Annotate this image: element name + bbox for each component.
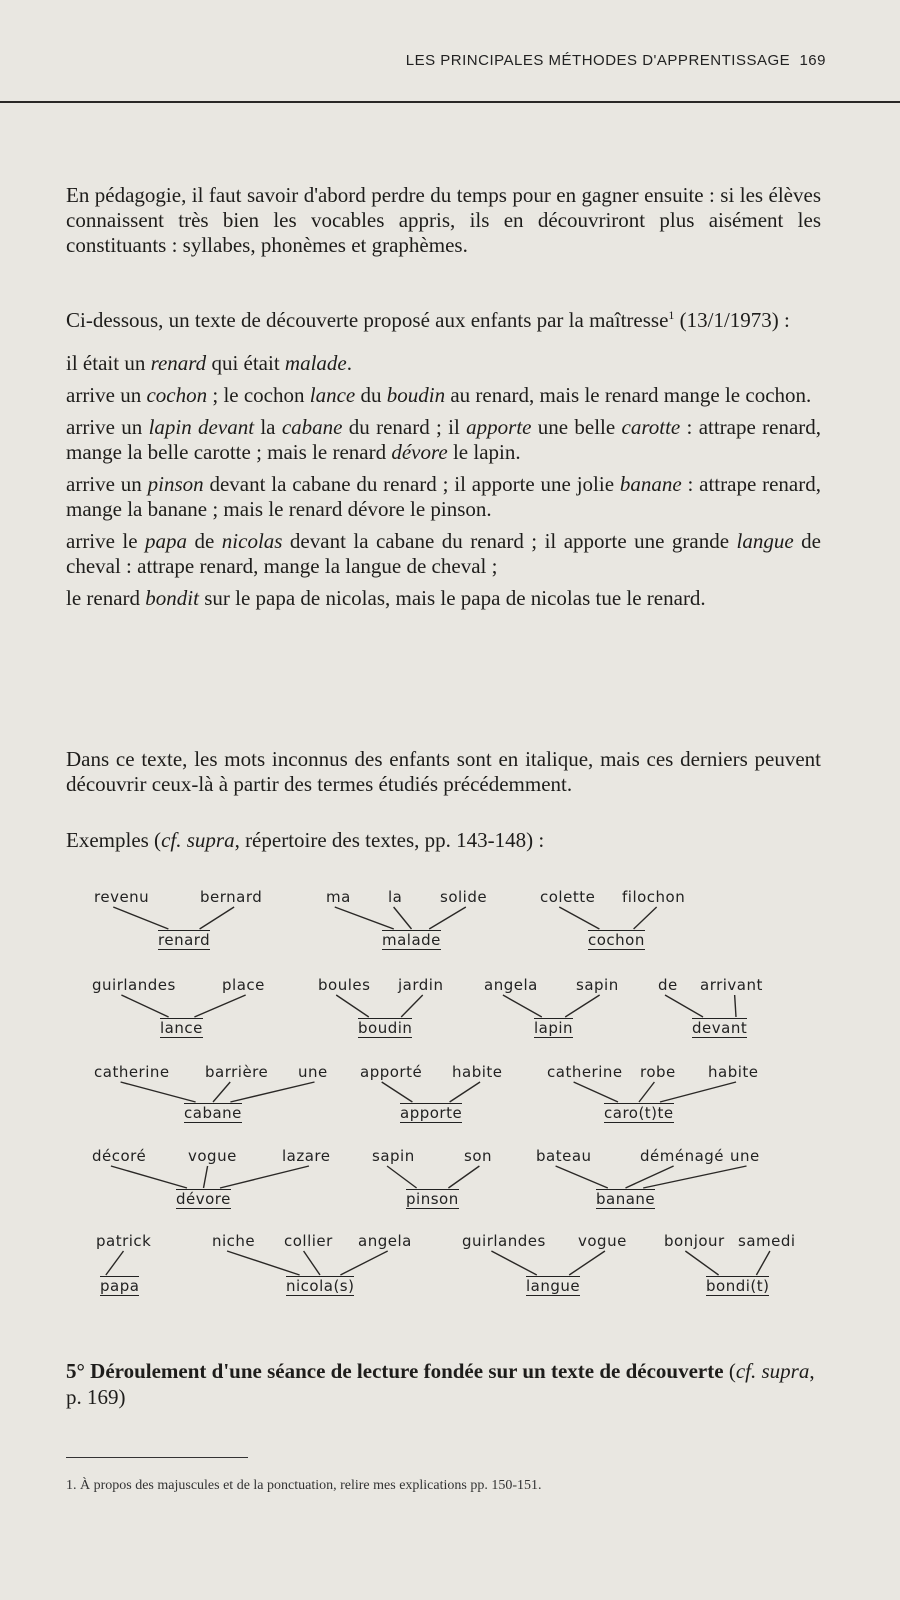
- connector-line: [213, 1082, 230, 1102]
- connector-line: [220, 1166, 309, 1188]
- connector-line: [194, 995, 245, 1017]
- source-word: bateau: [536, 1147, 592, 1165]
- explanation-paragraph: Dans ce texte, les mots inconnus des enfants sont en italique, mais ces derniers peuvent découvrir ceux-là à partir des termes étudiés précédemment.: [66, 747, 821, 796]
- connector-line: [643, 1166, 746, 1188]
- source-word: barrière: [205, 1063, 269, 1081]
- header-rule: [0, 101, 900, 103]
- section-title: Déroulement d'une séance de lecture fondée sur un texte de découverte: [90, 1359, 724, 1383]
- source-word: guirlandes: [92, 976, 176, 994]
- connector-line: [340, 1251, 387, 1275]
- source-word: une: [298, 1063, 328, 1081]
- connector-line: [230, 1082, 314, 1102]
- source-word: habite: [452, 1063, 503, 1081]
- source-word: angela: [484, 976, 538, 994]
- source-word: place: [222, 976, 265, 994]
- footnote-rule: [66, 1457, 248, 1458]
- target-word-g17: bondi(t): [706, 1277, 770, 1295]
- source-word: vogue: [188, 1147, 237, 1165]
- running-head: [0, 52, 826, 69]
- connector-line: [394, 907, 412, 929]
- target-word-g3: cochon: [588, 931, 645, 949]
- source-word: apporté: [360, 1063, 423, 1081]
- connector-line: [491, 1251, 536, 1275]
- connector-line: [382, 1082, 413, 1102]
- source-word: filochon: [622, 888, 686, 906]
- connector-line: [336, 995, 369, 1017]
- page-number: 169: [799, 52, 826, 69]
- source-word: sapin: [372, 1147, 415, 1165]
- target-word-g10: caro(t)te: [604, 1104, 674, 1122]
- source-word: collier: [284, 1232, 333, 1250]
- target-word-g2: malade: [382, 931, 441, 949]
- connector-line: [304, 1251, 320, 1275]
- footnote-mark: 1: [668, 308, 675, 322]
- target-word-g12: pinson: [406, 1190, 459, 1208]
- running-title: LES PRINCIPALES MÉTHODES D'APPRENTISSAGE: [405, 52, 791, 69]
- source-word: catherine: [94, 1063, 170, 1081]
- story-line-4: arrive un pinson devant la cabane du renard ; il apporte une jolie banane : attrape renard, mange la banane ; mais le renard dévore le pinson.: [66, 472, 821, 521]
- para2-text: Ci-dessous, un texte de découverte proposé aux enfants par la maîtresse: [66, 308, 669, 332]
- examples-intro: Exemples (cf. supra, répertoire des textes, pp. 143-148) :: [66, 828, 545, 852]
- connector-line: [565, 995, 599, 1017]
- source-word: ma: [326, 888, 351, 906]
- story-line-5: arrive le papa de nicolas devant la cabane du renard ; il apporte une grande langue de cheval : attrape renard, mange la langue de cheval ;: [66, 529, 821, 578]
- source-word: angela: [358, 1232, 412, 1250]
- connector-line: [448, 1166, 479, 1188]
- story-line-3: arrive un lapin devant la cabane du renard ; il apporte une belle carotte : attrape renard, mange la belle carotte ; mais le renard dévore le lapin.: [66, 415, 822, 464]
- connector-line: [556, 1166, 608, 1188]
- connector-line: [574, 1082, 618, 1102]
- story-line-2: arrive un cochon ; le cochon lance du boudin au renard, mais le renard mange le cochon.: [66, 383, 812, 407]
- target-word-g15: nicola(s): [286, 1277, 355, 1295]
- connector-line: [429, 907, 466, 929]
- connector-line: [639, 1082, 654, 1102]
- story-line-6: le renard bondit sur le papa de nicolas, mais le papa de nicolas tue le renard.: [66, 586, 706, 610]
- connector-line: [503, 995, 542, 1017]
- target-word-g1: renard: [158, 931, 211, 949]
- connector-line: [735, 995, 736, 1017]
- discovery-text: [66, 351, 821, 618]
- connector-line: [685, 1251, 718, 1275]
- target-word-g13: banane: [596, 1190, 656, 1208]
- section-heading: 5° Déroulement d'une séance de lecture fondée sur un texte de découverte (cf. supra, p. 169): [66, 1359, 815, 1409]
- target-word-g16: langue: [526, 1277, 581, 1295]
- connector-line: [569, 1251, 605, 1275]
- source-word: de: [658, 976, 678, 994]
- source-word: niche: [212, 1232, 256, 1250]
- target-word-g14: papa: [100, 1277, 140, 1295]
- connector-line: [634, 907, 657, 929]
- source-word: boules: [318, 976, 371, 994]
- source-word: sapin: [576, 976, 619, 994]
- source-word: solide: [440, 888, 488, 906]
- target-word-g7: devant: [692, 1019, 748, 1037]
- source-word: une: [730, 1147, 760, 1165]
- connector-line: [111, 1166, 187, 1188]
- target-word-g8: cabane: [184, 1104, 242, 1122]
- source-word: jardin: [398, 976, 444, 994]
- section-number: 5°: [66, 1359, 85, 1383]
- source-word: habite: [708, 1063, 759, 1081]
- source-word: catherine: [547, 1063, 623, 1081]
- para2-date: (13/1/1973) :: [674, 308, 790, 332]
- source-word: son: [464, 1147, 492, 1165]
- text-intro-paragraph: [66, 308, 821, 333]
- source-word: décoré: [92, 1147, 147, 1165]
- footnote: 1. À propos des majuscules et de la ponctuation, relire mes explications pp. 150-151.: [66, 1478, 542, 1493]
- source-word: samedi: [738, 1232, 796, 1250]
- connector-line: [113, 907, 168, 929]
- intro-paragraph: En pédagogie, il faut savoir d'abord perdre du temps pour en gagner ensuite : si les élèves connaissent très bien les vocables appris, ils en découvriront plus aisément les constituants : syllabes, phonèmes et graphèmes.: [66, 183, 821, 257]
- connector-line: [227, 1251, 300, 1275]
- connector-line: [106, 1251, 124, 1275]
- source-word: arrivant: [700, 976, 763, 994]
- connector-line: [335, 907, 394, 929]
- source-word: revenu: [94, 888, 150, 906]
- connector-line: [121, 995, 168, 1017]
- source-word: guirlandes: [462, 1232, 546, 1250]
- source-word: colette: [540, 888, 596, 906]
- source-word: robe: [640, 1063, 676, 1081]
- connector-line: [450, 1082, 480, 1102]
- connector-line: [756, 1251, 770, 1275]
- source-word: vogue: [578, 1232, 627, 1250]
- story-line-1: il était un renard qui était malade.: [66, 351, 352, 375]
- connector-line: [626, 1166, 674, 1188]
- connector-line: [204, 1166, 208, 1188]
- source-word: patrick: [96, 1232, 152, 1250]
- target-word-g11: dévore: [176, 1190, 231, 1208]
- source-word: la: [388, 888, 403, 906]
- target-word-g9: apporte: [400, 1104, 463, 1122]
- target-word-g6: lapin: [534, 1019, 574, 1037]
- connector-line: [387, 1166, 417, 1188]
- connector-line: [121, 1082, 196, 1102]
- source-word: bonjour: [664, 1232, 725, 1250]
- connector-line: [665, 995, 703, 1017]
- source-word: lazare: [282, 1147, 331, 1165]
- connector-line: [401, 995, 423, 1017]
- source-word: déménagé: [640, 1147, 725, 1165]
- word-derivation-diagram: [0, 880, 900, 1300]
- connector-line: [660, 1082, 736, 1102]
- connector-line: [200, 907, 235, 929]
- target-word-g5: boudin: [358, 1019, 413, 1037]
- target-word-g4: lance: [160, 1019, 203, 1037]
- connector-line: [559, 907, 599, 929]
- source-word: bernard: [200, 888, 263, 906]
